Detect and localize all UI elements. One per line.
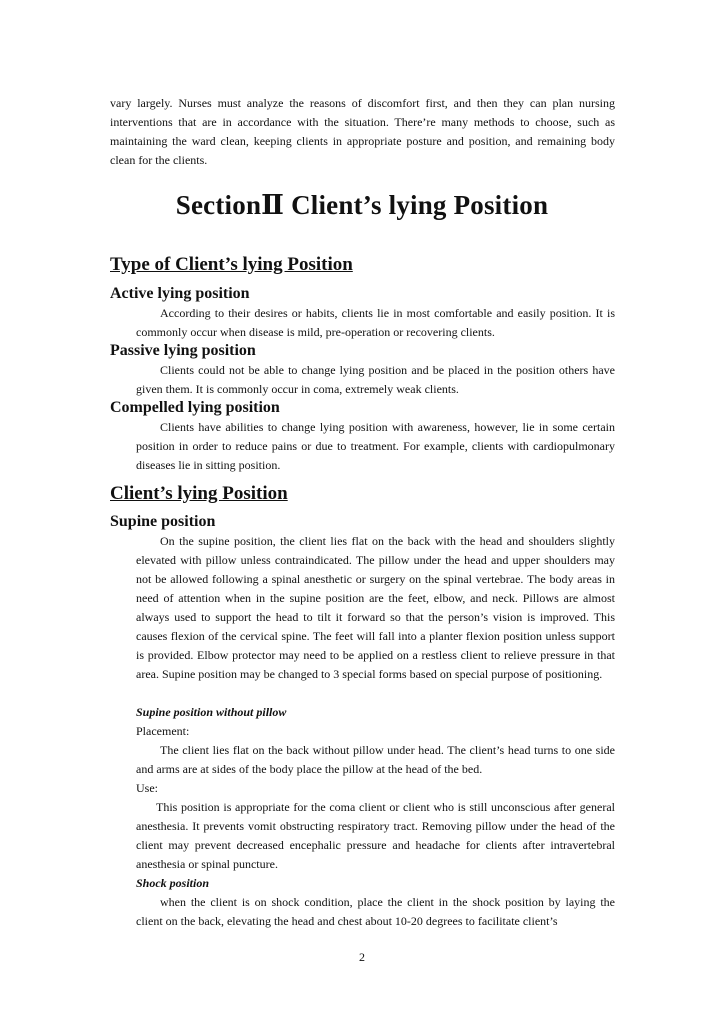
- passive-lying-paragraph: Clients could not be able to change lying position and be placed in the position others have given them. It is commonly occur in coma, extremely weak clients.: [136, 363, 615, 396]
- page-number: 2: [359, 950, 365, 964]
- heading-supine-without-pillow: Supine position without pillow: [136, 705, 287, 719]
- use-paragraph: This position is appropriate for the coma client or client who is still unconscious after general anesthesia. It prevents vomit obstructing respiratory tract. Removing pillow under the head of the client may prevent decreased encephalic pressure and headache for clients after intravertebral anesthesia or spinal puncture.: [136, 800, 615, 871]
- shock-paragraph: when the client is on shock condition, place the client in the shock position by laying the client on the back, elevating the head and chest about 10-20 degrees to facilitate client’s: [136, 895, 615, 928]
- intro-paragraph: vary largely. Nurses must analyze the reasons of discomfort first, and then they can plan nursing interventions that are in accordance with the situation. There’re many methods to choose, such as maintaining the ward clean, keeping clients in appropriate posture and position, and remaining body clean for the clients.: [110, 96, 615, 167]
- placement-label: Placement:: [136, 724, 190, 738]
- heading-active-lying-position: Active lying position: [110, 285, 250, 302]
- compelled-lying-paragraph: Clients have abilities to change lying position with awareness, however, lie in some certain position in order to reduce pains or due to treatment. For example, clients with cardiopulmonary diseases lie in sitting position.: [136, 420, 615, 472]
- heading-compelled-lying-position: Compelled lying position: [110, 399, 280, 416]
- supine-paragraph: On the supine position, the client lies flat on the back with the head and shoulders slightly elevated with pillow unless contraindicated. The pillow under the head and upper shoulders may not be allowed following a spinal anesthetic or surgery on the spinal vertebrae. The body areas in need of attention when in the supine position are the feet, elbow, and neck. Pillows are almost always used to support the head to tilt it forward so that the person’s vision is improved. This causes flexion of the cervical spine. The feet will fall into a planter flexion position unless support is provided. Elbow protector may need to be applied on a restless client to relieve pressure in that area. Supine position may be changed to 3 special forms based on special purpose of positioning.: [136, 534, 615, 681]
- section-title: SectionⅡ Client’s lying Position: [175, 190, 549, 220]
- heading-shock-position: Shock position: [136, 876, 210, 890]
- placement-paragraph: The client lies flat on the back without pillow under head. The client’s head turns to one side and arms are at sides of the body place the pillow at the head of the bed.: [136, 743, 615, 776]
- use-label: Use:: [136, 781, 158, 795]
- heading-supine-position: Supine position: [110, 513, 216, 530]
- heading-type-of-lying-position: Type of Client’s lying Position: [110, 254, 353, 275]
- active-lying-paragraph: According to their desires or habits, clients lie in most comfortable and easily position. It is commonly occur when disease is mild, pre-operation or recovering clients.: [136, 306, 615, 339]
- heading-passive-lying-position: Passive lying position: [110, 342, 256, 359]
- heading-clients-lying-position: Client’s lying Position: [110, 483, 288, 504]
